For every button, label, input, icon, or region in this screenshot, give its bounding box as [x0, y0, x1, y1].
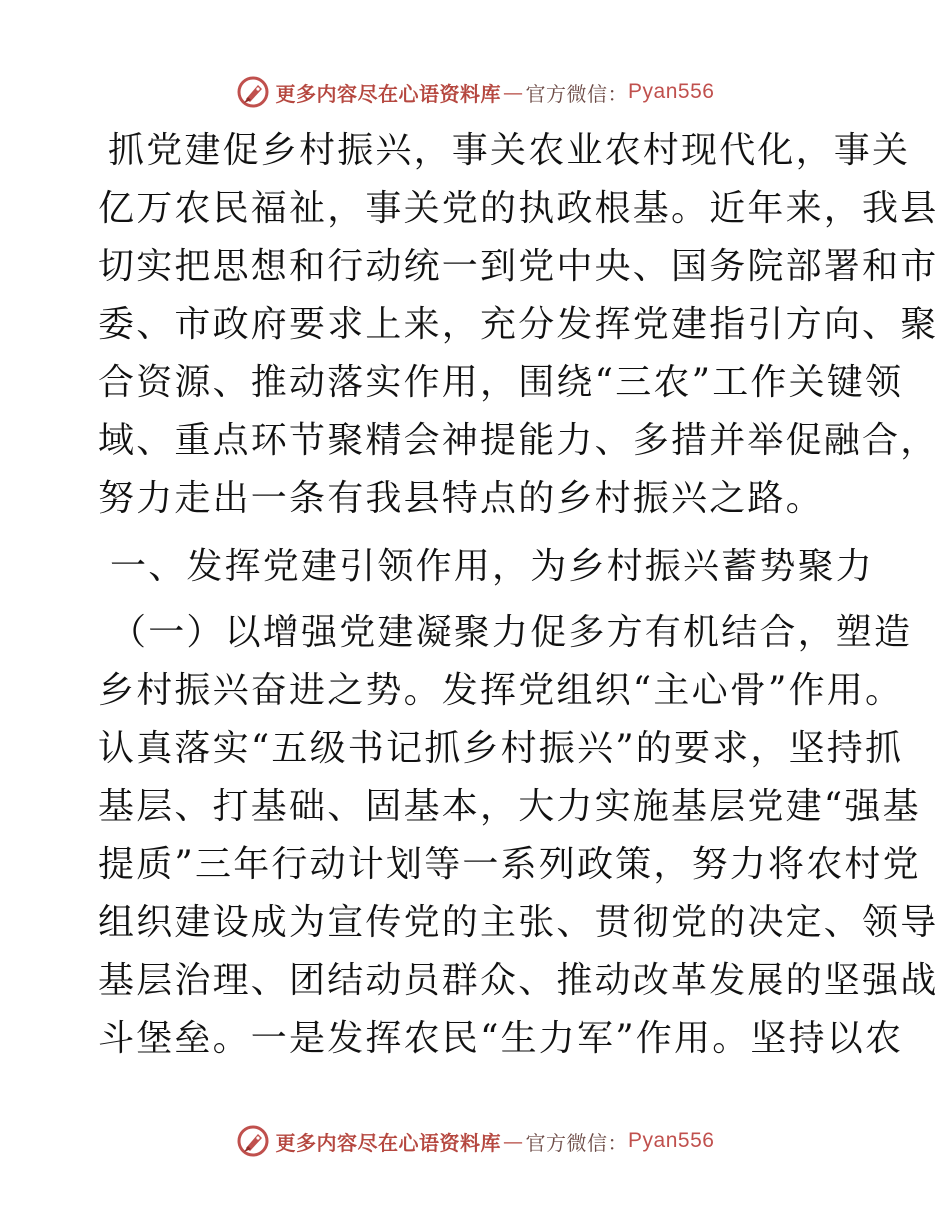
text-line: 亿万农民福祉，事关党的执政根基。近年来，我县	[98, 188, 939, 229]
section-heading	[98, 538, 875, 596]
section-paragraph	[98, 604, 939, 1068]
watermark-brand-text: 更多内容尽在心语资料库	[275, 1130, 502, 1155]
text-line: 切实把思想和行动统一到党中央、国务院部署和市	[98, 246, 939, 287]
text-line: 基层治理、团结动员群众、推动改革发展的坚强战	[98, 960, 939, 1001]
text-line: （一）以增强党建凝聚力促多方有机结合，塑造	[110, 612, 913, 653]
text-line: 基层、打基础、固基本，大力实施基层党建“强基	[98, 786, 921, 827]
text-line: 域、重点环节聚精会神提能力、多措并举促融合，	[98, 420, 939, 461]
text-line: 提质”三年行动计划等一系列政策，努力将农村党	[98, 844, 921, 885]
footer-watermark	[0, 1121, 950, 1161]
watermark-separator: —	[503, 80, 524, 104]
watermark-wechat-id: Pyan556	[628, 1129, 715, 1152]
text-line: 乡村振兴奋进之势。发挥党组织“主心骨”作用。	[98, 670, 904, 711]
watermark-separator: —	[503, 1129, 524, 1153]
watermark-wechat-label: 官方微信：	[525, 81, 629, 106]
watermark-wechat-label: 官方微信：	[525, 1130, 629, 1155]
document-body	[98, 122, 939, 1068]
text-line: 组织建设成为宣传党的主张、贯彻党的决定、领导	[98, 902, 939, 943]
text-line: 认真落实“五级书记抓乡村振兴”的要求，坚持抓	[98, 728, 904, 769]
header-watermark	[0, 72, 950, 112]
watermark-wechat-id: Pyan556	[628, 80, 715, 103]
heading-text: 一、发挥党建引领作用，为乡村振兴蓄势聚力	[110, 546, 875, 587]
text-line: 委、市政府要求上来，充分发挥党建指引方向、聚	[98, 304, 939, 345]
text-line: 抓党建促乡村振兴，事关农业农村现代化，事关	[108, 130, 911, 171]
text-line: 努力走出一条有我县特点的乡村振兴之路。	[98, 478, 824, 519]
text-line: 斗堡垒。一是发挥农民“生力军”作用。坚持以农	[98, 1018, 904, 1059]
intro-paragraph	[98, 122, 939, 528]
text-line: 合资源、推动落实作用，围绕“三农”工作关键领	[98, 362, 904, 403]
watermark-brand-text: 更多内容尽在心语资料库	[275, 81, 502, 106]
pen-nib-logo-icon	[236, 1124, 270, 1158]
pen-nib-logo-icon	[236, 75, 270, 109]
